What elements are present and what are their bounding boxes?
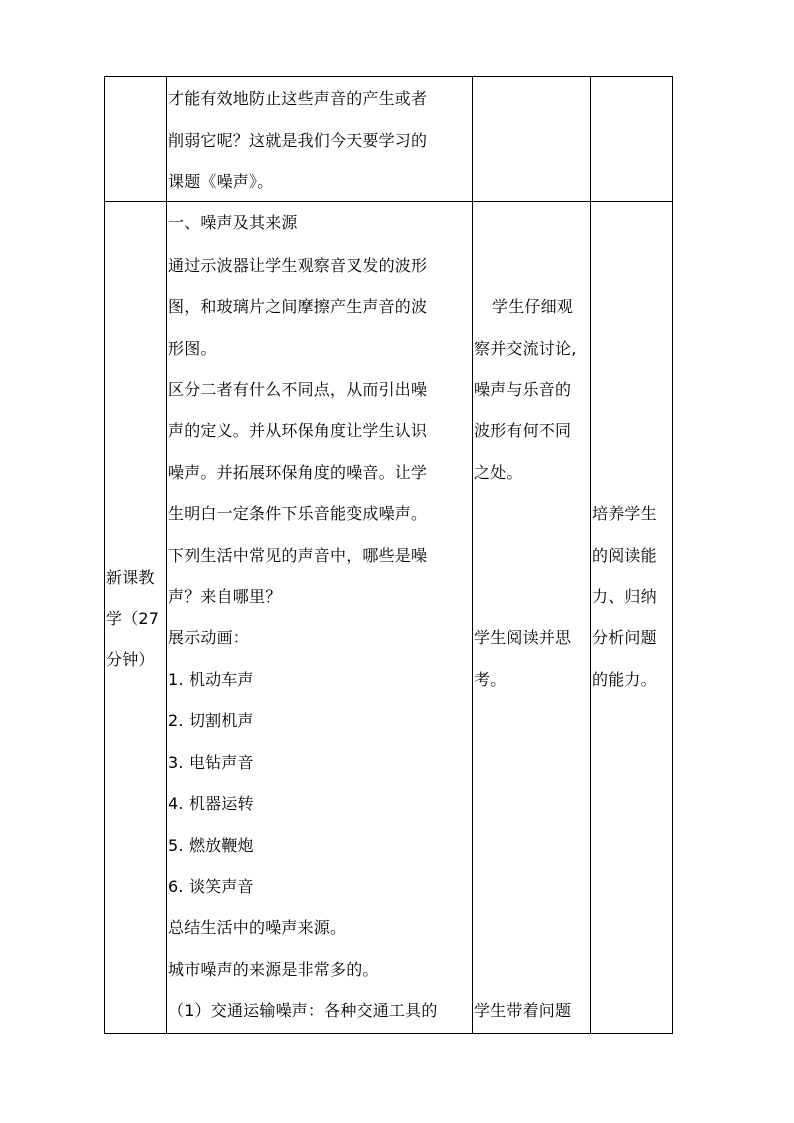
content-line-14: 3. 电钻声音 (168, 753, 254, 772)
content-line-8: 生明白一定条件下乐音能变成噪声。 (168, 504, 428, 523)
student-line-2: 察并交流讨论, (474, 339, 577, 358)
content-line-13: 2. 切割机声 (168, 711, 254, 730)
table-border-bottom (104, 1033, 673, 1034)
table-border-top (104, 76, 673, 77)
table-border-col2 (166, 76, 167, 1034)
student-line-4: 波形有何不同 (474, 421, 572, 440)
table-border-right (672, 76, 673, 1034)
table-border-col3 (472, 76, 473, 1034)
row1-content-line-2: 削弱它呢？这就是我们今天要学习的 (168, 131, 428, 150)
table-row-divider (104, 201, 673, 202)
content-line-16: 5. 燃放鞭炮 (168, 836, 254, 855)
purpose-line-4: 分析问题 (592, 628, 657, 647)
stage-line-1: 新课教 (106, 568, 155, 587)
purpose-line-2: 的阅读能 (592, 546, 657, 565)
content-line-18: 总结生活中的噪声来源。 (168, 918, 347, 937)
content-line-9: 下列生活中常见的声音中，哪些是噪 (168, 546, 428, 565)
content-line-19: 城市噪声的来源是非常多的。 (168, 960, 379, 979)
student-line-7: 考。 (474, 670, 507, 689)
content-line-17: 6. 谈笑声音 (168, 877, 254, 896)
content-line-3: 图，和玻璃片之间摩擦产生声音的波 (168, 297, 428, 316)
row1-content-line-3: 课题《噪声》。 (168, 172, 274, 191)
purpose-line-3: 力、归纳 (592, 587, 657, 606)
content-line-2: 通过示波器让学生观察音叉发的波形 (168, 256, 428, 275)
content-line-15: 4. 机器运转 (168, 794, 254, 813)
content-line-1: 一、噪声及其来源 (168, 213, 298, 232)
content-line-6: 声的定义。并从环保角度让学生认识 (168, 421, 428, 440)
student-line-5: 之处。 (474, 463, 523, 482)
table-border-col4 (590, 76, 591, 1034)
student-line-3: 噪声与乐音的 (474, 380, 572, 399)
stage-line-3: 分钟） (106, 650, 155, 669)
student-line-1: 学生仔细观 (492, 297, 574, 316)
content-line-11: 展示动画： (168, 628, 250, 647)
content-line-5: 区分二者有什么不同点，从而引出噪 (168, 380, 428, 399)
content-line-12: 1. 机动车声 (168, 670, 254, 689)
content-line-4: 形图。 (168, 339, 217, 358)
purpose-line-5: 的能力。 (592, 670, 657, 689)
content-line-10: 声？来自哪里？ (168, 587, 282, 606)
student-line-6: 学生阅读并思 (474, 628, 572, 647)
purpose-line-1: 培养学生 (592, 504, 657, 523)
table-border-left (104, 76, 105, 1034)
row1-content-line-1: 才能有效地防止这些声音的产生或者 (168, 89, 428, 108)
content-line-7: 噪声。并拓展环保角度的噪音。让学 (168, 463, 428, 482)
content-line-20: （1）交通运输噪声：各种交通工具的 (168, 1001, 438, 1020)
student-line-8: 学生带着问题 (474, 1001, 572, 1020)
stage-line-2: 学（27 (106, 609, 160, 628)
